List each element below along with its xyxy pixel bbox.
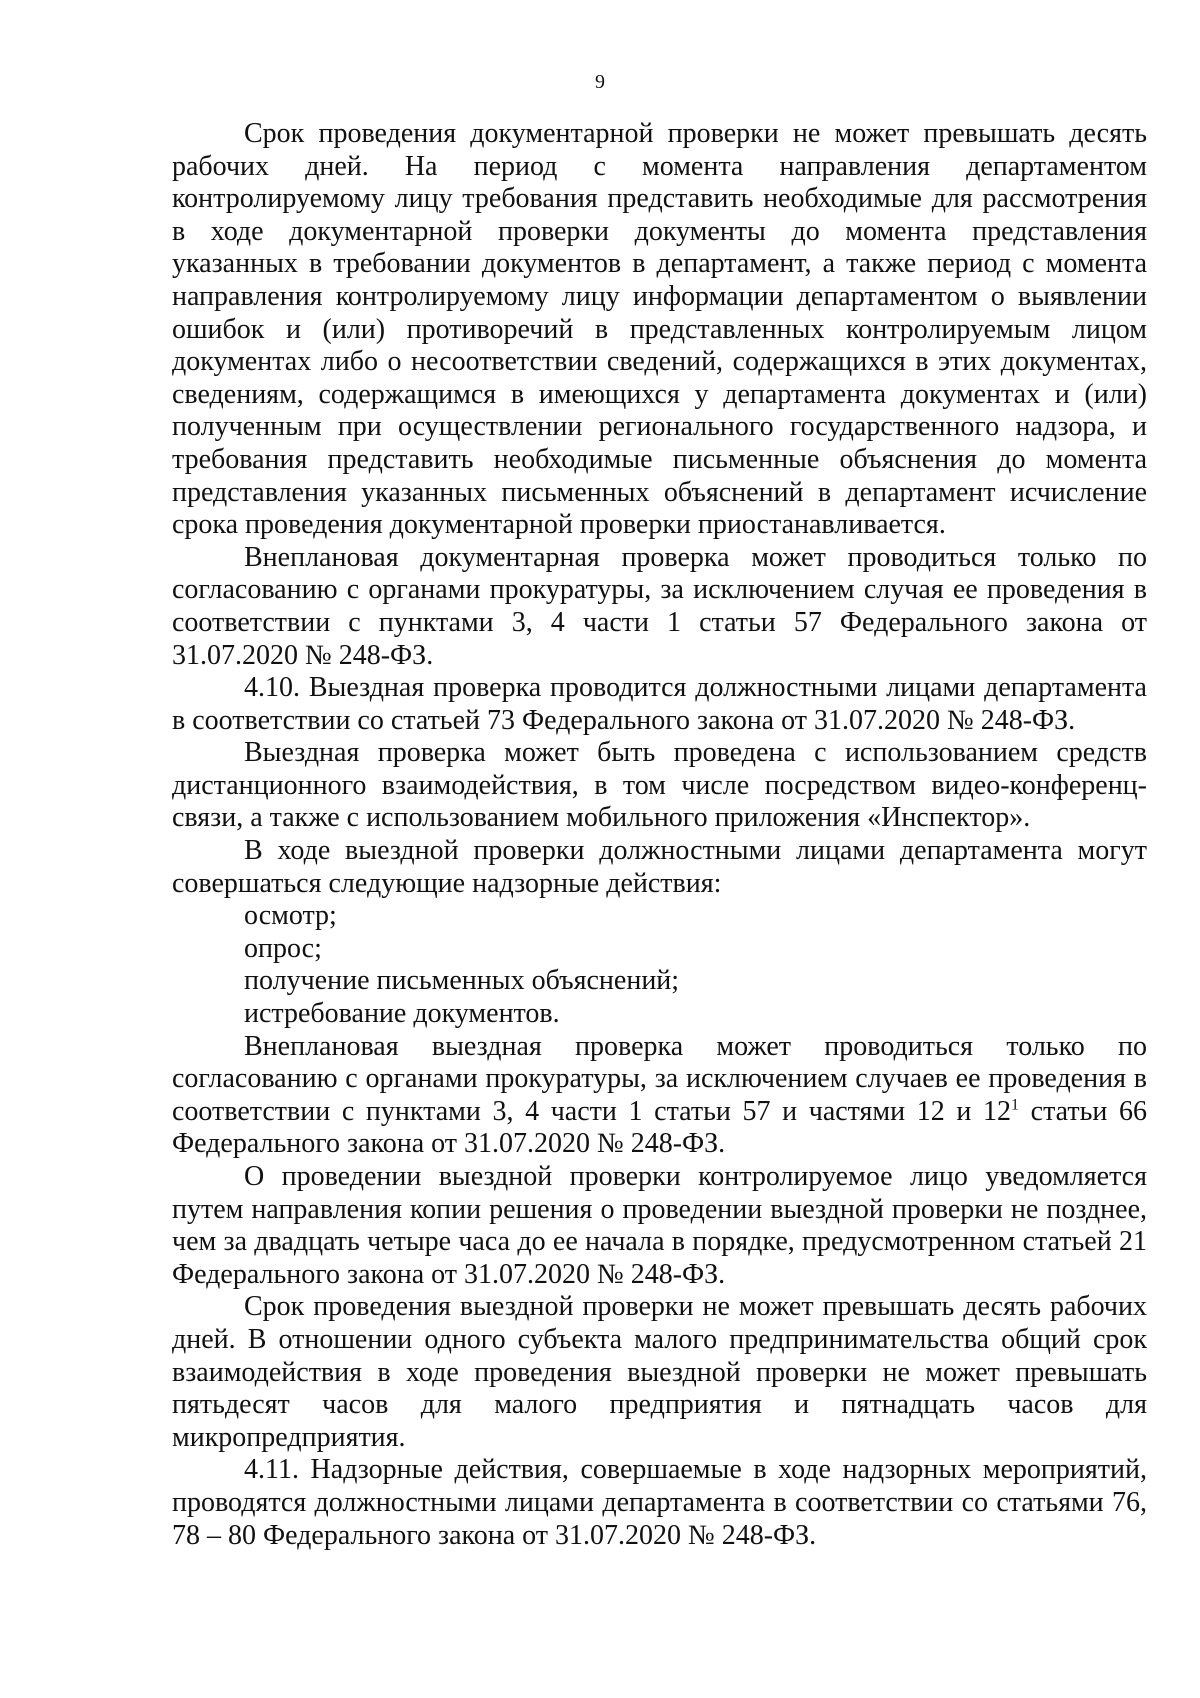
- document-body: [172, 118, 1147, 1552]
- unplanned-onsite-text-start: Внеплановая выездная проверка может проводиться только по согласованию с органами прокуратуры, за исключением случаев ее проведения в соответствии с пунктами 3, 4 части 1 статьи 57 и частями 12 и 12: [172, 1030, 1147, 1127]
- paragraph-unplanned-onsite-check: [172, 1031, 1147, 1161]
- unplanned-onsite-text-end: статьи 66 Федерального закона от 31.07.2020 № 248-ФЗ.: [172, 1095, 1148, 1160]
- paragraph-4-10: 4.10. Выездная проверка проводится должностными лицами департамента в соответствии со статьей 73 Федерального закона от 31.07.2020 № 248-ФЗ.: [172, 672, 1147, 736]
- paragraph-supervisory-actions-intro: В ходе выездной проверки должностными лицами департамента могут совершаться следующие надзорные действия:: [172, 835, 1147, 899]
- paragraph-notification: О проведении выездной проверки контролируемое лицо уведомляется путем направления копии решения о проведении выездной проверки не позднее, чем за двадцать четыре часа до ее начала в порядке, предусмотренном статьей 21 Федерального закона от 31.07.2020 № 248-ФЗ.: [172, 1161, 1147, 1290]
- paragraph-remote-interaction: Выездная проверка может быть проведена с использованием средств дистанционного взаимодействия, в том числе посредством видео-конференц-связи, а также с использованием мобильного приложения «Инспектор».: [172, 737, 1147, 834]
- page-number: 9: [595, 71, 605, 93]
- list-item-survey: опрос;: [244, 932, 322, 964]
- list-item-written-explanations: получение письменных объяснений;: [244, 965, 680, 997]
- paragraph-4-11: 4.11. Надзорные действия, совершаемые в ходе надзорных мероприятий, проводятся должностными лицами департамента в соответствии со статьями 76, 78 – 80 Федерального закона от 31.07.2020 № 248-ФЗ.: [172, 1454, 1147, 1551]
- list-item-document-request: истребование документов.: [244, 998, 560, 1030]
- superscript-mark: 1: [1011, 1096, 1020, 1114]
- paragraph-onsite-check-term: Срок проведения выездной проверки не может превышать десять рабочих дней. В отношении одного субъекта малого предпринимательства общий срок взаимодействия в ходе проведения выездной проверки не может превышать пятьдесят часов для малого предприятия и пятнадцать часов для микропредприятия.: [172, 1291, 1147, 1453]
- paragraph-documentary-check-term: Срок проведения документарной проверки не может превышать десять рабочих дней. На период с момента направления департаментом контролируемому лицу требования представить необходимые для рассмотрения в ходе документарной проверки документы до момента представления указанных в требовании документов в департамент, а также период с момента направления контролируемому лицу информации департаментом о выявлении ошибок и (или) противоречий в представленных контролируемым лицом документах либо о несоответствии сведений, содержащихся в этих документах, сведениям, содержащимся в имеющихся у департамента документах и (или) полученным при осуществлении регионального государственного надзора, и требования представить необходимые письменные объяснения до момента представления указанных письменных объяснений в департамент исчисление срока проведения документарной проверки приостанавливается.: [172, 118, 1147, 541]
- list-item-inspection: осмотр;: [244, 900, 337, 932]
- paragraph-unplanned-documentary-check: Внеплановая документарная проверка может проводиться только по согласованию с органами прокуратуры, за исключением случая ее проведения в соответствии с пунктами 3, 4 части 1 статьи 57 Федерального закона от 31.07.2020 № 248-ФЗ.: [172, 541, 1147, 671]
